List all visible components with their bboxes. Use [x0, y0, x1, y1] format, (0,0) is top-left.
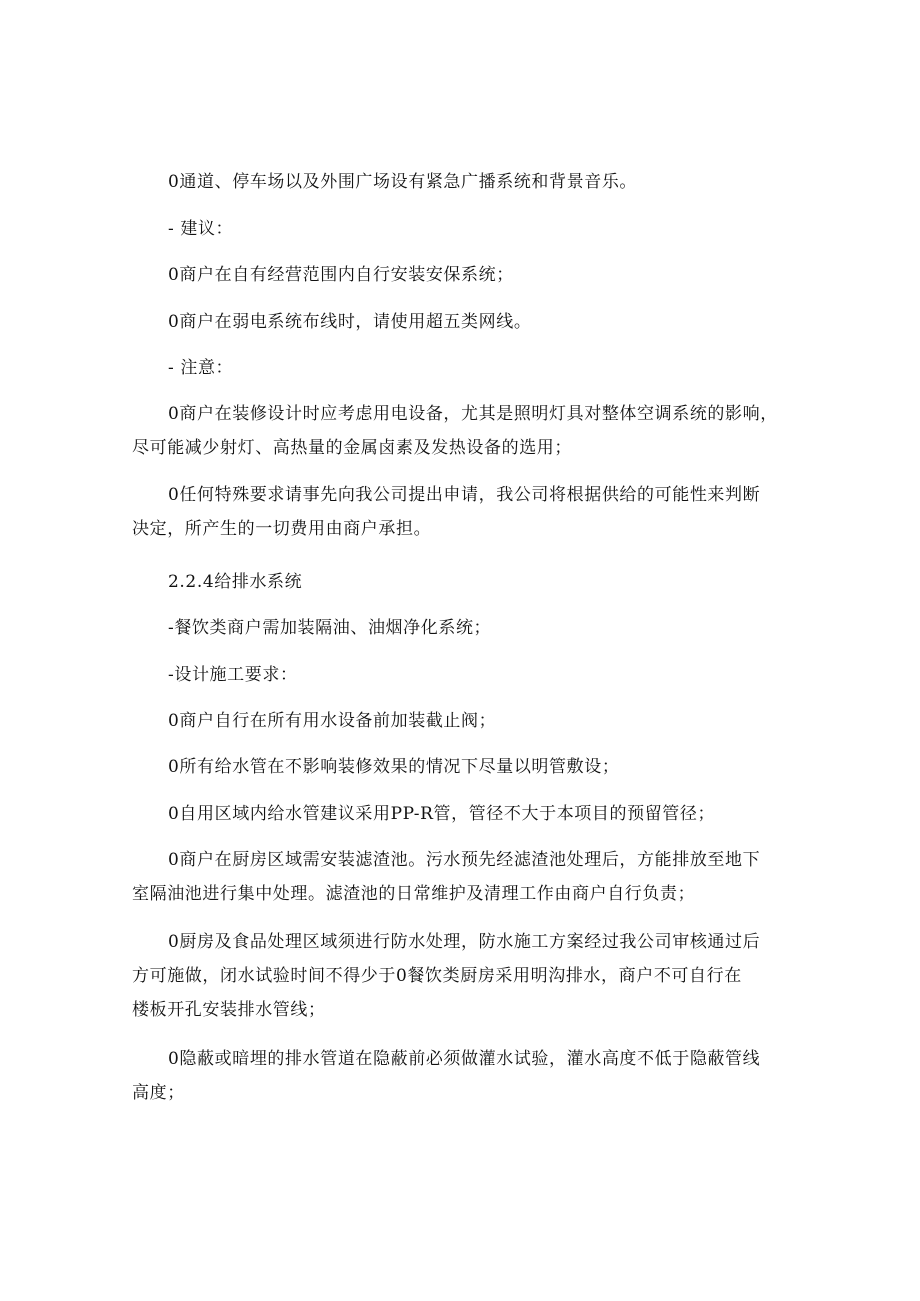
paragraph-security-system	[132, 258, 812, 292]
paragraph-network-cable	[132, 305, 812, 339]
paragraph-exposed-pipes	[132, 750, 812, 784]
paragraph-shutoff-valve	[132, 704, 812, 738]
text-line: 0隐蔽或暗埋的排水管道在隐蔽前必须做灌水试验，灌水高度不低于隐蔽管线	[168, 1049, 761, 1069]
paragraph-water-test	[132, 1042, 812, 1110]
text-line: 楼板开孔安装排水管线；	[132, 1000, 326, 1020]
heading-notice	[132, 351, 812, 385]
text-line: 决定，所产生的一切费用由商户承担。	[132, 519, 432, 539]
text-line: 0所有给水管在不影响装修效果的情况下尽量以明管敷设；	[168, 757, 620, 777]
text-line: 0商户在装修设计时应考虑用电设备，尤其是照明灯具对整体空调系统的影响，	[168, 404, 778, 424]
text-line: 尽可能减少射灯、高热量的金属卤素及发热设备的选用；	[132, 438, 572, 458]
text-line: 2.2.4给排水系统	[168, 572, 303, 592]
section-heading-plumbing	[132, 565, 812, 599]
text-line: 0通道、停车场以及外围广场设有紧急广播系统和背景音乐。	[168, 172, 638, 192]
text-line: -设计施工要求：	[168, 665, 298, 685]
text-line: 0商户在自有经营范围内自行安装安保系统；	[168, 265, 514, 285]
paragraph-broadcast	[132, 165, 812, 199]
text-line: 0自用区域内给水管建议采用PP-R管，管径不大于本项目的预留管径；	[168, 804, 716, 824]
text-line: 0厨房及食品处理区域须进行防水处理，防水施工方案经过我公司审核通过后	[168, 932, 761, 952]
paragraph-electrical-design	[132, 397, 812, 465]
paragraph-oil-separator	[132, 611, 812, 645]
text-line: 高度；	[132, 1083, 185, 1103]
paragraph-ppr-pipe	[132, 797, 812, 831]
paragraph-waterproofing	[132, 925, 812, 1027]
text-line: - 建议：	[168, 219, 234, 239]
text-line: - 注意：	[168, 358, 234, 378]
text-line: 方可施做，闭水试验时间不得少于0餐饮类厨房采用明沟排水，商户不可自行在	[132, 966, 742, 986]
text-line: 0任何特殊要求请事先向我公司提出申请，我公司将根据供给的可能性来判断	[168, 485, 761, 505]
text-line: 室隔油池进行集中处理。滤渣池的日常维护及清理工作由商户自行负责；	[132, 884, 696, 904]
paragraph-filter-tank	[132, 843, 812, 911]
text-line: 0商户在弱电系统布线时，请使用超五类网线。	[168, 312, 532, 332]
text-line: -餐饮类商户需加装隔油、油烟净化系统；	[168, 618, 492, 638]
text-line: 0商户在厨房区域需安装滤渣池。污水预先经滤渣池处理后，方能排放至地下	[168, 850, 761, 870]
paragraph-special-requests	[132, 478, 812, 546]
heading-construction-requirements	[132, 658, 812, 692]
text-line: 0商户自行在所有用水设备前加装截止阀；	[168, 711, 497, 731]
heading-suggestion	[132, 212, 812, 246]
